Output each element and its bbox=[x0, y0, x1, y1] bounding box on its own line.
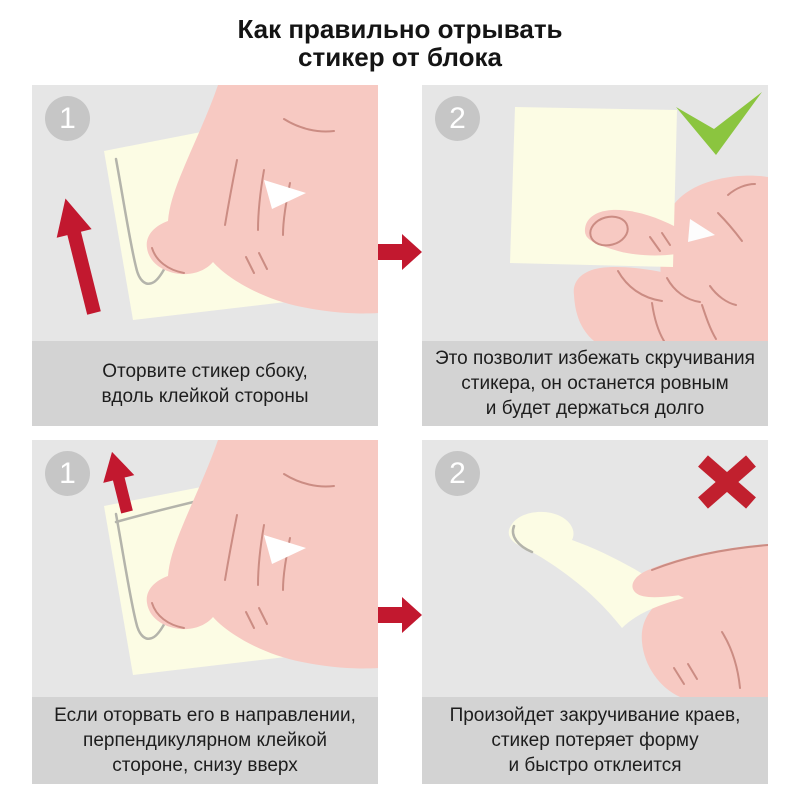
illustration-tear-sideways bbox=[32, 85, 378, 341]
right-arrow-icon bbox=[378, 597, 422, 633]
caption-line: и будет держаться долго bbox=[485, 398, 705, 419]
step-number-badge bbox=[435, 451, 480, 496]
caption-line: стикера, он останется ровным bbox=[461, 373, 729, 394]
step-caption bbox=[32, 697, 378, 784]
step-caption bbox=[32, 341, 378, 426]
illustration-curled-sticker bbox=[422, 440, 768, 697]
up-arrow-icon bbox=[48, 194, 111, 317]
cross-icon bbox=[703, 461, 751, 503]
step-number-badge bbox=[45, 451, 90, 496]
caption-line: Оторвите стикер сбоку, bbox=[102, 360, 308, 382]
caption-line: Произойдет закручивание краев, bbox=[449, 705, 741, 726]
step-number: 2 bbox=[449, 101, 466, 135]
caption-line: стороне, снизу вверх bbox=[112, 755, 298, 776]
illustration-flat-sticker bbox=[422, 85, 768, 341]
infographic-title bbox=[0, 15, 800, 71]
step-panel-correct-1 bbox=[32, 85, 378, 426]
step-number: 1 bbox=[59, 101, 76, 135]
step-number: 2 bbox=[449, 456, 466, 490]
caption-line: вдоль клейкой стороны bbox=[101, 385, 309, 407]
caption-line: Если оторвать его в направлении, bbox=[54, 705, 356, 726]
checkmark-icon bbox=[676, 92, 762, 155]
illustration-tear-bottom-up bbox=[32, 440, 378, 697]
step-number: 1 bbox=[59, 456, 76, 490]
step-panel-correct-2 bbox=[422, 85, 768, 426]
right-arrow-icon bbox=[378, 234, 422, 270]
caption-line: стикер потеряет форму bbox=[491, 730, 699, 751]
caption-line: Это позволит избежать скручивания bbox=[435, 348, 755, 369]
caption-line: и быстро отклеится bbox=[508, 755, 682, 776]
step-panel-wrong-1 bbox=[32, 440, 378, 784]
step-number-badge bbox=[435, 96, 480, 141]
step-number-badge bbox=[45, 96, 90, 141]
step-caption bbox=[422, 341, 768, 426]
title-line-1: Как правильно отрывать bbox=[237, 14, 563, 44]
step-caption bbox=[422, 697, 768, 784]
step-panel-wrong-2 bbox=[422, 440, 768, 784]
caption-line: перпендикулярном клейкой bbox=[83, 730, 327, 751]
title-line-2: стикер от блока bbox=[298, 42, 502, 72]
